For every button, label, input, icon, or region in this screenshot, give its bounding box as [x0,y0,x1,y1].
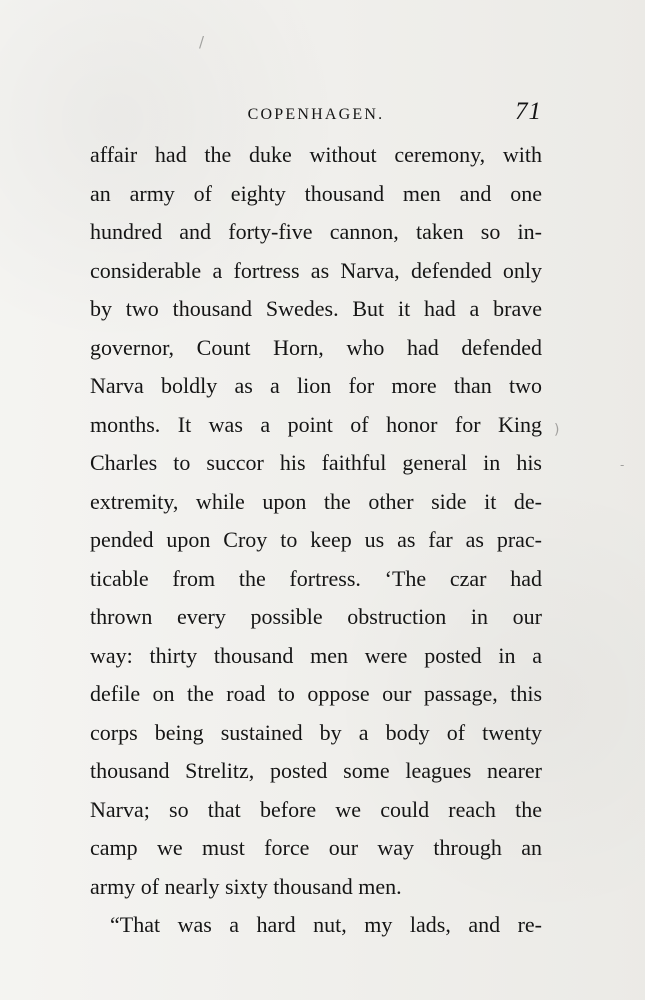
page-header [90,98,542,130]
page-speck-bottom: ) [554,422,560,438]
text-line: Narva; so that before we could reach the [90,796,542,822]
text-line: Charles to succor his faithful general in his [90,450,542,475]
text-line: ticable from the fortress. ‘The czar had [90,565,542,591]
text-line: army of nearly sixty thousand men. [90,873,402,899]
text-line: thrown every possible obstruction in our [90,604,542,629]
text-line: camp we must force our way through an [90,835,542,860]
text-line: pended upon Croy to keep us as far as prac- [90,527,542,552]
text-line: extremity, while upon the other side it de- [90,488,542,514]
text-line: defile on the road to oppose our passage, this [90,681,542,706]
body-text [90,136,542,945]
page-speck-right: - [620,458,625,472]
text-line: Narva boldly as a lion for more than two [90,373,542,398]
text-line: thousand Strelitz, posted some leagues nearer [90,758,542,783]
text-line: affair had the duke without ceremony, with [90,142,542,167]
text-line: corps being sustained by a body of twenty [90,719,542,745]
page-number: 71 [515,98,542,125]
text-line: an army of eighty thousand men and one [90,180,542,206]
text-line: “That was a hard nut, my lads, and re- [110,912,542,937]
text-line: hundred and forty-five cannon, taken so in- [90,219,542,244]
page-speck-top: / [199,33,205,51]
text-line: by two thousand Swedes. But it had a brave [90,296,542,321]
text-line: considerable a fortress as Narva, defended only [90,257,542,283]
text-line: governor, Count Horn, who had defended [90,334,542,360]
text-line: months. It was a point of honor for King [90,411,542,437]
text-line: way: thirty thousand men were posted in a [90,642,542,668]
running-head: COPENHAGEN. [247,106,385,123]
